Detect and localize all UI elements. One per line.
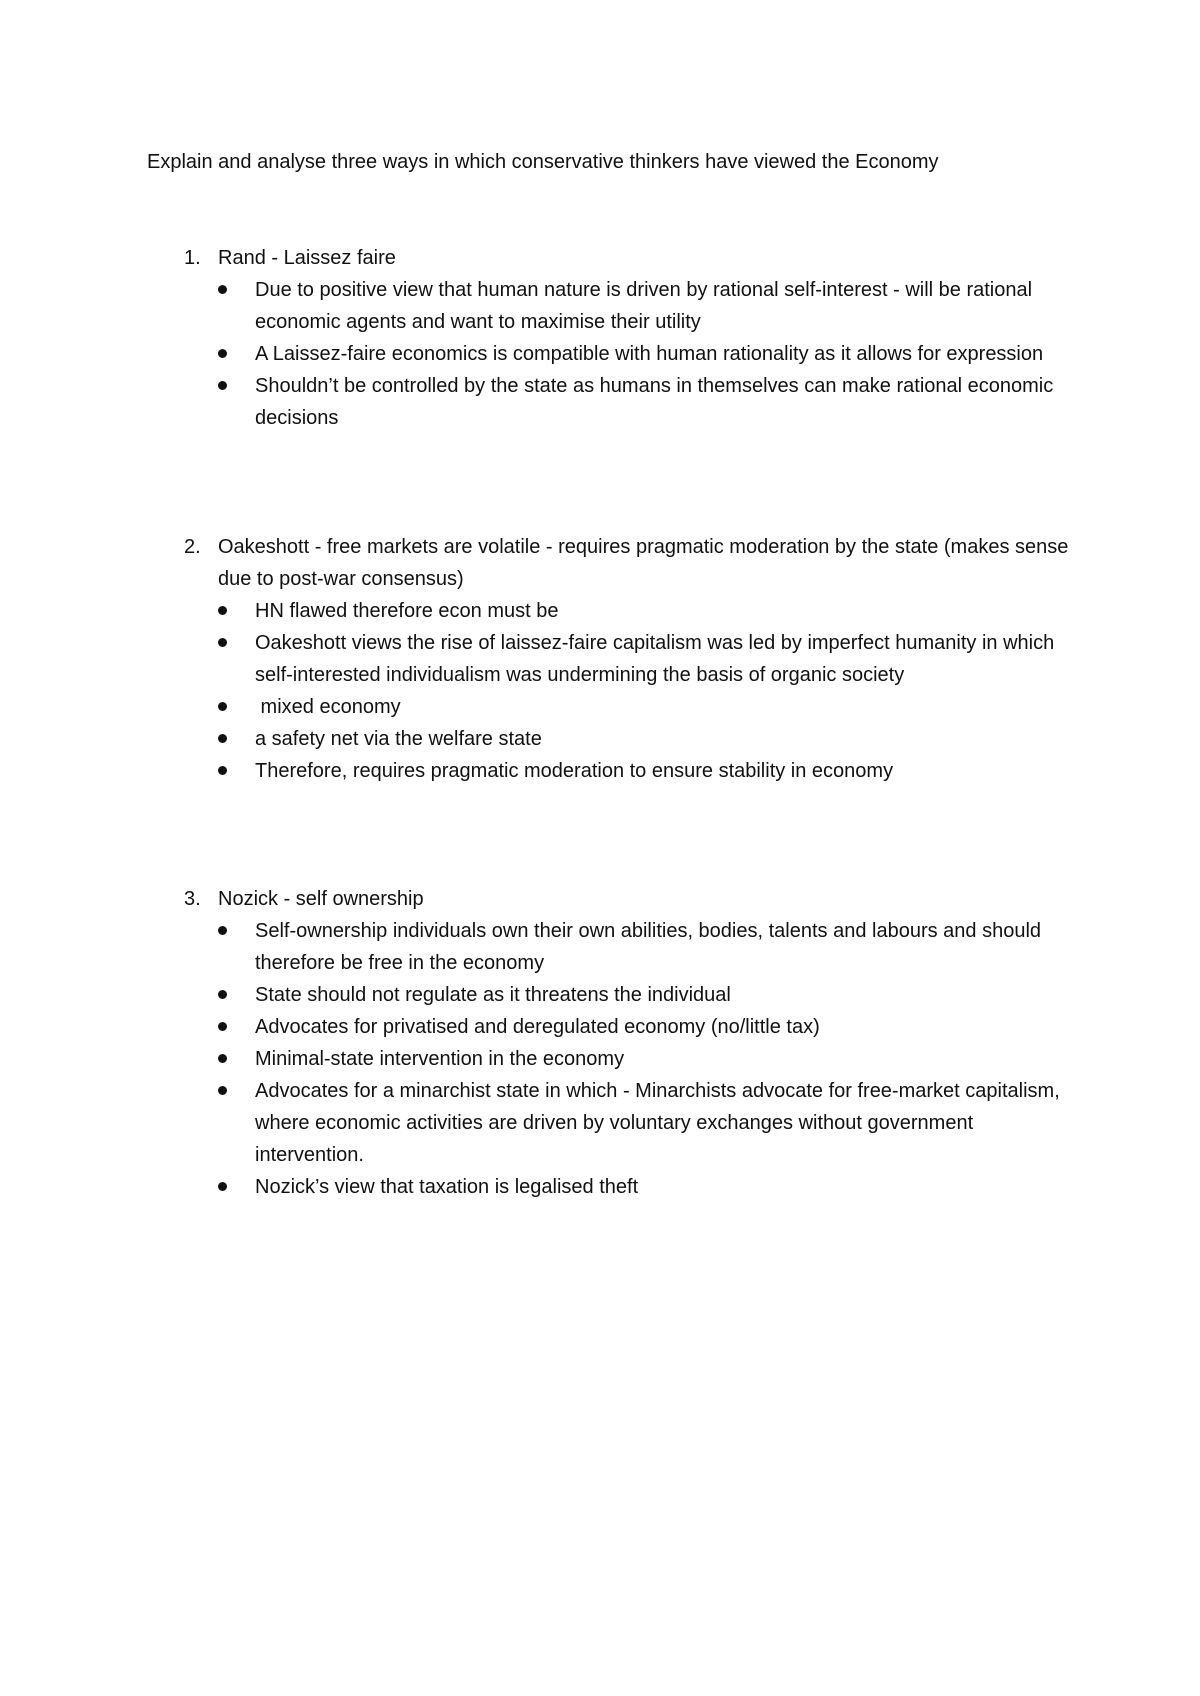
list-item-text: Oakeshott views the rise of laissez-faire capitalism was led by imperfect humanity in which self-interested individualism was undermining the basis of organic society [255, 632, 1055, 686]
list-item-text: Therefore, requires pragmatic moderation to ensure stability in economy [255, 760, 894, 782]
list-item-text: a safety net via the welfare state [255, 728, 542, 750]
bullet-icon [218, 638, 227, 647]
bullet-list [0, 274, 1200, 434]
list-item [0, 627, 1075, 691]
list-item [0, 915, 1075, 979]
section-heading [0, 531, 1078, 595]
bullet-icon [218, 349, 227, 358]
bullet-icon [218, 1086, 227, 1095]
bullet-icon [218, 1054, 227, 1063]
list-item [0, 755, 1075, 787]
list-item-text: Minimal-state intervention in the economy [255, 1048, 625, 1070]
bullet-icon [218, 1022, 227, 1031]
section-nozick [0, 883, 1200, 1203]
section-heading [0, 883, 1078, 915]
section-number: 1. [184, 247, 201, 269]
section-heading [0, 242, 1078, 274]
list-item-text: Due to positive view that human nature is driven by rational self-interest - will be rational economic agents and want to maximise their utility [255, 279, 1033, 333]
bullet-icon [218, 381, 227, 390]
bullet-icon [218, 734, 227, 743]
list-item-text: mixed economy [255, 696, 401, 718]
list-item [0, 338, 1075, 370]
bullet-icon [218, 285, 227, 294]
list-item-text: HN flawed therefore econ must be [255, 600, 559, 622]
list-item-text: Advocates for a minarchist state in which - Minarchists advocate for free-market capitalism, where economic activities are driven by voluntary exchanges without government intervention. [255, 1080, 1060, 1166]
list-item [0, 1075, 1075, 1171]
section-number: 3. [184, 888, 201, 910]
section-heading-text: Rand - Laissez faire [218, 247, 396, 269]
bullet-icon [218, 926, 227, 935]
list-item [0, 370, 1075, 434]
section-number: 2. [184, 536, 201, 558]
list-item [0, 1171, 1075, 1203]
list-item [0, 1043, 1075, 1075]
list-item [0, 691, 1075, 723]
bullet-icon [218, 702, 227, 711]
list-item-text: Nozick’s view that taxation is legalised theft [255, 1176, 639, 1198]
bullet-list [0, 595, 1200, 787]
bullet-list [0, 915, 1200, 1203]
bullet-icon [218, 766, 227, 775]
list-item-text: State should not regulate as it threatens the individual [255, 984, 731, 1006]
document-title: Explain and analyse three ways in which conservative thinkers have viewed the Economy [147, 151, 939, 173]
section-oakeshott [0, 531, 1200, 787]
list-item-text: A Laissez-faire economics is compatible with human rationality as it allows for expression [255, 343, 1044, 365]
section-rand [0, 242, 1200, 434]
section-heading-text: Nozick - self ownership [218, 888, 424, 910]
list-item-text: Advocates for privatised and deregulated economy (no/little tax) [255, 1016, 820, 1038]
list-item-text: Shouldn’t be controlled by the state as humans in themselves can make rational economic decisions [255, 375, 1054, 429]
list-item [0, 274, 1075, 338]
bullet-icon [218, 990, 227, 999]
list-item-text: Self-ownership individuals own their own abilities, bodies, talents and labours and should therefore be free in the economy [255, 920, 1042, 974]
bullet-icon [218, 1182, 227, 1191]
list-item [0, 1011, 1075, 1043]
section-heading-text: Oakeshott - free markets are volatile - requires pragmatic moderation by the state (makes sense due to post-war consensus) [218, 536, 1069, 590]
list-item [0, 595, 1075, 627]
bullet-icon [218, 606, 227, 615]
list-item [0, 979, 1075, 1011]
list-item [0, 723, 1075, 755]
